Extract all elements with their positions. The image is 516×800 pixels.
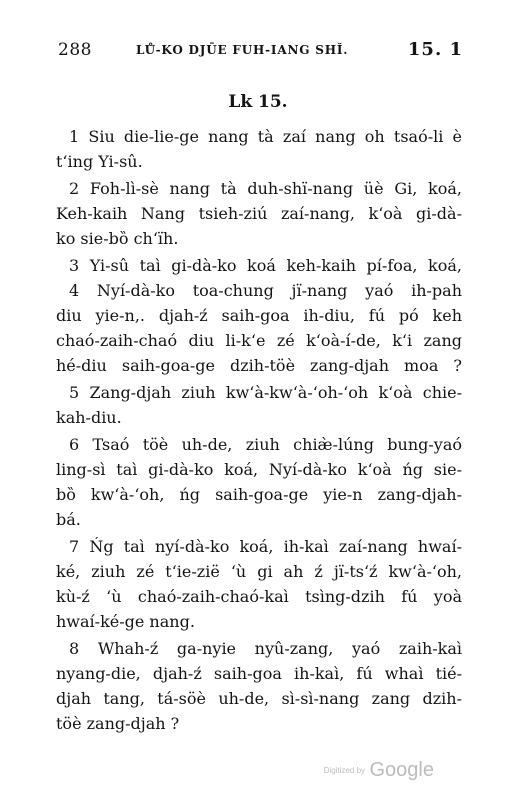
- verse-7: [56, 534, 462, 634]
- verse-line: 6 Tsaó töè uh-de, ziuh chiæ̀-lúng bung-yaó: [69, 435, 462, 454]
- verse-line: diu yie-n,. djah-ź saih-goa ih-diu, fú pó keh: [56, 306, 462, 325]
- page-header: [58, 40, 463, 66]
- verse-line: chaó-zaih-chaó diu li-k‘e zé k‘oà-í-de, k‘i zang: [56, 331, 462, 350]
- verse-line: nyang-die, djah-ź saih-goa ih-kaì, fú whaì tié-: [56, 664, 462, 683]
- verse-line: 7 Ńg taì nyí-dà-ko koá, ih-kaì zaí-nang hwaí-: [69, 537, 462, 556]
- google-logo: Google: [369, 759, 434, 781]
- verse-line: 3 Yi-sû taì gi-dà-ko koá keh-kaih pí-foa, koá,: [69, 256, 462, 275]
- page-number: 288: [58, 40, 92, 60]
- verse-line: hwaí-ké-ge nang.: [56, 612, 195, 631]
- verse-8: [56, 636, 462, 736]
- verse-line: 2 Foh-lì-sè nang tà duh-shï-nang üè Gi, koá,: [69, 179, 462, 198]
- verse-line: kah-diu.: [56, 408, 122, 427]
- digitization-watermark: [324, 759, 434, 782]
- chapter-reference: 15. 1: [407, 39, 463, 60]
- verse-line: t‘ing Yi-sû.: [56, 152, 143, 171]
- verse-line: bȍ kw‘à-‘oh, ńg saih-goa-ge yie-n zang-djah-: [56, 485, 462, 504]
- running-title: LŮ-KO DJŪE FUH-IANG SHǏ.: [136, 43, 349, 57]
- verse-line: töè zang-djah ?: [56, 714, 180, 733]
- verse-line: ling-sì taì gi-dà-ko koá, Nyí-dà-ko k‘oà ńg sie-: [56, 460, 462, 479]
- scripture-text: [56, 124, 462, 736]
- verse-5: [56, 380, 462, 430]
- verse-4: [56, 278, 462, 378]
- verse-line: 1 Siu die-lie-ge nang tà zaí nang oh tsaó-li è: [69, 127, 462, 146]
- verse-line: ko sie-bȍ ch‘ïh.: [56, 229, 179, 248]
- verse-line: hé-diu saih-goa-ge dzih-töè zang-djah moa ?: [56, 356, 462, 375]
- verse-line: 5 Zang-djah ziuh kw‘à-kw‘à-‘oh-‘oh k‘oà chie-: [69, 383, 462, 402]
- verse-6: [56, 432, 462, 532]
- verse-3: [56, 253, 462, 278]
- verse-line: ké, ziuh zé t‘ie-zië ‘ù gi ah ź jï-ts‘ź kw‘à-‘oh,: [56, 562, 462, 581]
- watermark-prefix: Digitized by: [323, 766, 366, 775]
- verse-line: djah tang, tá-söè uh-de, sì-sì-nang zang dzih-: [56, 689, 462, 708]
- verse-line: 8 Whah-ź ga-nyie nyû-zang, yaó zaih-kaì: [69, 639, 462, 658]
- verse-line: bá.: [56, 510, 81, 529]
- verse-line: Keh-kaih Nang tsieh-ziú zaí-nang, k‘oà gi-dà-: [56, 204, 462, 223]
- verse-line: kù-ź ‘ù chaó-zaih-chaó-kaì tsìng-dzih fú yoà: [56, 587, 462, 606]
- chapter-heading: Lk 15.: [228, 92, 288, 112]
- verse-1: [56, 124, 462, 174]
- verse-2: [56, 176, 462, 251]
- verse-line: 4 Nyí-dà-ko toa-chung jï-nang yaó ih-pah: [69, 281, 462, 300]
